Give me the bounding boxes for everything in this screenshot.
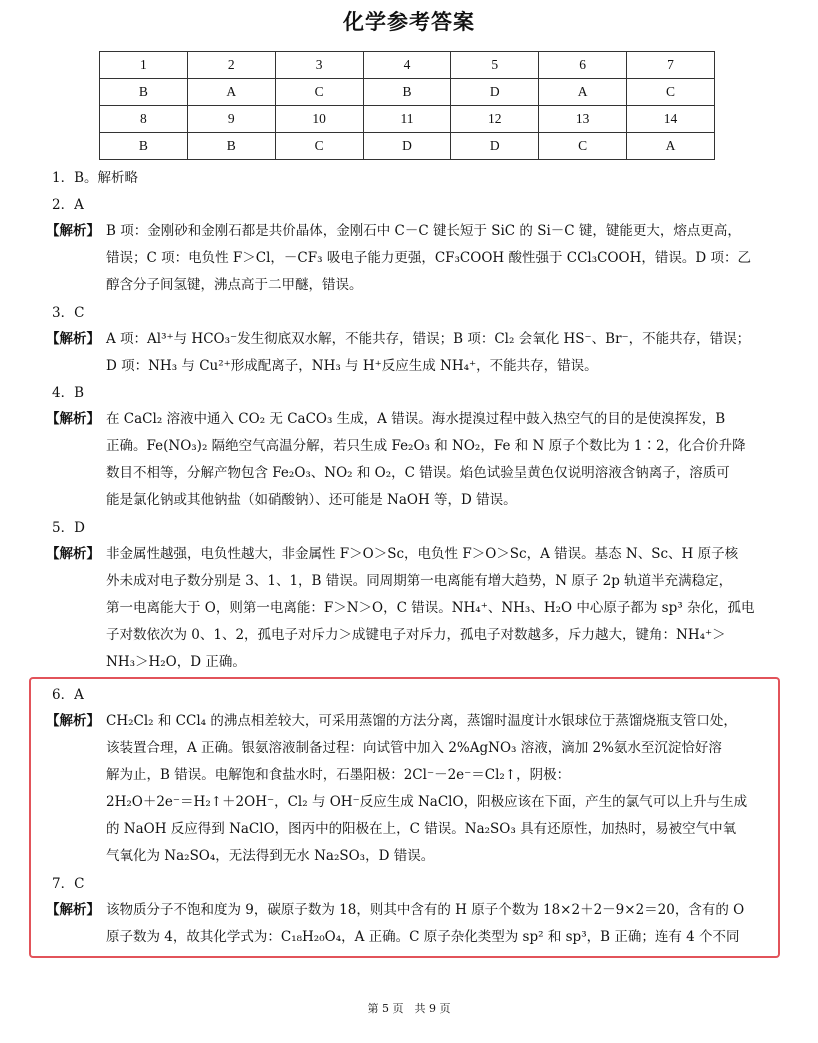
table-row — [100, 52, 715, 79]
table-cell: C — [627, 79, 715, 106]
table-cell: C — [539, 133, 627, 160]
table-cell: C — [275, 79, 363, 106]
q7-explanation-line: 该物质分子不饱和度为 9，碳原子数为 18，则其中含有的 H 原子个数为 18×2＋2－9×2＝20，含有的 O — [106, 902, 745, 918]
table-cell: 12 — [451, 106, 539, 133]
q5-explanation-line: 非金属性越强，电负性越大，非金属性 F＞O＞Sc，电负性 F＞O＞Sc，A 错误。基态 N、Sc、H 原子核 — [106, 546, 739, 562]
table-cell: 9 — [187, 106, 275, 133]
q6-explanation-line: 的 NaOH 反应得到 NaClO，图丙中的阳极在上，C 错误。Na₂SO₃ 具有还原性，加热时，易被空气中氧 — [106, 821, 737, 837]
q5-explanation-line: 子对数依次为 0、1、2，孤电子对斥力＞成键电子对斥力，孤电子对数越多，斥力越大，键角：NH₄⁺＞ — [106, 627, 726, 643]
jiexi-label: 【解析】 — [46, 331, 100, 347]
question-1-answer: 1．B。解析略 — [52, 170, 139, 186]
table-cell: B — [363, 79, 451, 106]
table-cell: D — [451, 79, 539, 106]
q6-explanation-line: CH₂Cl₂ 和 CCl₄ 的沸点相差较大，可采用蒸馏的方法分离，蒸馏时温度计水银球位于蒸馏烧瓶支管口处， — [106, 713, 737, 729]
table-row — [100, 79, 715, 106]
question-7-answer: 7．C — [52, 876, 85, 892]
jiexi-label: 【解析】 — [46, 223, 100, 239]
q4-explanation-line: 能是氯化钠或其他钠盐（如硝酸钠）、还可能是 NaOH 等，D 错误。 — [106, 492, 517, 508]
q5-explanation-line: 外未成对电子数分别是 3、1、1，B 错误。同周期第一电离能有增大趋势，N 原子 2p 轨道半充满稳定， — [106, 573, 733, 589]
question-6-answer: 6．A — [52, 687, 84, 703]
jiexi-label: 【解析】 — [46, 902, 100, 918]
table-cell: B — [100, 79, 188, 106]
table-cell: 3 — [275, 52, 363, 79]
table-cell: 5 — [451, 52, 539, 79]
q6-explanation-line: 该装置合理，A 正确。银氨溶液制备过程：向试管中加入 2%AgNO₃ 溶液，滴加 2%氨水至沉淀恰好溶 — [106, 740, 722, 756]
table-cell: 4 — [363, 52, 451, 79]
q5-explanation-line: 第一电离能大于 O，则第一电离能：F＞N＞O，C 错误。NH₄⁺、NH₃、H₂O 中心原子都为 sp³ 杂化，孤电 — [106, 600, 755, 616]
page-title: 化学参考答案 — [343, 10, 475, 34]
table-cell: 2 — [187, 52, 275, 79]
table-row — [100, 106, 715, 133]
question-3-answer: 3．C — [52, 305, 85, 321]
table-cell: 11 — [363, 106, 451, 133]
table-cell: 13 — [539, 106, 627, 133]
table-cell: 14 — [627, 106, 715, 133]
q3-explanation-line: D 项：NH₃ 与 Cu²⁺形成配离子，NH₃ 与 H⁺反应生成 NH₄⁺，不能共存，错误。 — [106, 358, 598, 374]
table-cell: D — [451, 133, 539, 160]
question-5-answer: 5．D — [52, 520, 85, 536]
q5-explanation-line: NH₃＞H₂O，D 正确。 — [106, 654, 246, 670]
jiexi-label: 【解析】 — [46, 713, 100, 729]
table-cell: B — [100, 133, 188, 160]
q6-explanation-line: 解为止，B 错误。电解饱和食盐水时，石墨阳极：2Cl⁻－2e⁻＝Cl₂↑，阴极： — [106, 767, 571, 783]
table-cell: 8 — [100, 106, 188, 133]
question-2-answer: 2．A — [52, 197, 84, 213]
table-cell: 1 — [100, 52, 188, 79]
table-cell: 7 — [627, 52, 715, 79]
page-footer: 第 5 页 共 9 页 — [367, 1002, 451, 1015]
table-cell: 10 — [275, 106, 363, 133]
answer-table — [99, 51, 715, 160]
q4-explanation-line: 在 CaCl₂ 溶液中通入 CO₂ 无 CaCO₃ 生成，A 错误。海水提溴过程中鼓入热空气的目的是使溴挥发，B — [106, 411, 726, 427]
table-cell: A — [187, 79, 275, 106]
q7-explanation-line: 原子数为 4，故其化学式为：C₁₈H₂₀O₄，A 正确。C 原子杂化类型为 sp² 和 sp³，B 正确；连有 4 个不同 — [106, 929, 740, 945]
table-cell: B — [187, 133, 275, 160]
q2-explanation-line: 错误；C 项：电负性 F＞Cl，－CF₃ 吸电子能力更强，CF₃COOH 酸性强于 CCl₃COOH，错误。D 项：乙 — [106, 250, 751, 266]
q2-explanation-line: 醇含分子间氢键，沸点高于二甲醚，错误。 — [106, 277, 363, 293]
question-4-answer: 4．B — [52, 385, 85, 401]
q6-explanation-line: 气氧化为 Na₂SO₄，无法得到无水 Na₂SO₃，D 错误。 — [106, 848, 435, 864]
q4-explanation-line: 正确。Fe(NO₃)₂ 隔绝空气高温分解，若只生成 Fe₂O₃ 和 NO₂，Fe 和 N 原子个数比为 1∶2，化合价升降 — [106, 438, 746, 454]
table-row — [100, 133, 715, 160]
q2-explanation-line: B 项：金刚砂和金刚石都是共价晶体，金刚石中 C－C 键长短于 SiC 的 Si－C 键，键能更大，熔点更高， — [106, 223, 741, 239]
table-cell: D — [363, 133, 451, 160]
jiexi-label: 【解析】 — [46, 546, 100, 562]
table-cell: C — [275, 133, 363, 160]
q3-explanation-line: A 项：Al³⁺与 HCO₃⁻发生彻底双水解，不能共存，错误；B 项：Cl₂ 会氧化 HS⁻、Br⁻，不能共存，错误； — [106, 331, 751, 347]
table-cell: A — [627, 133, 715, 160]
table-cell: 6 — [539, 52, 627, 79]
table-cell: A — [539, 79, 627, 106]
q6-explanation-line: 2H₂O＋2e⁻＝H₂↑＋2OH⁻，Cl₂ 与 OH⁻反应生成 NaClO，阳极应该在下面，产生的氯气可以上升与生成 — [106, 794, 748, 810]
jiexi-label: 【解析】 — [46, 411, 100, 427]
q4-explanation-line: 数目不相等，分解产物包含 Fe₂O₃、NO₂ 和 O₂，C 错误。焰色试验呈黄色仅说明溶液含钠离子，溶质可 — [106, 465, 730, 481]
